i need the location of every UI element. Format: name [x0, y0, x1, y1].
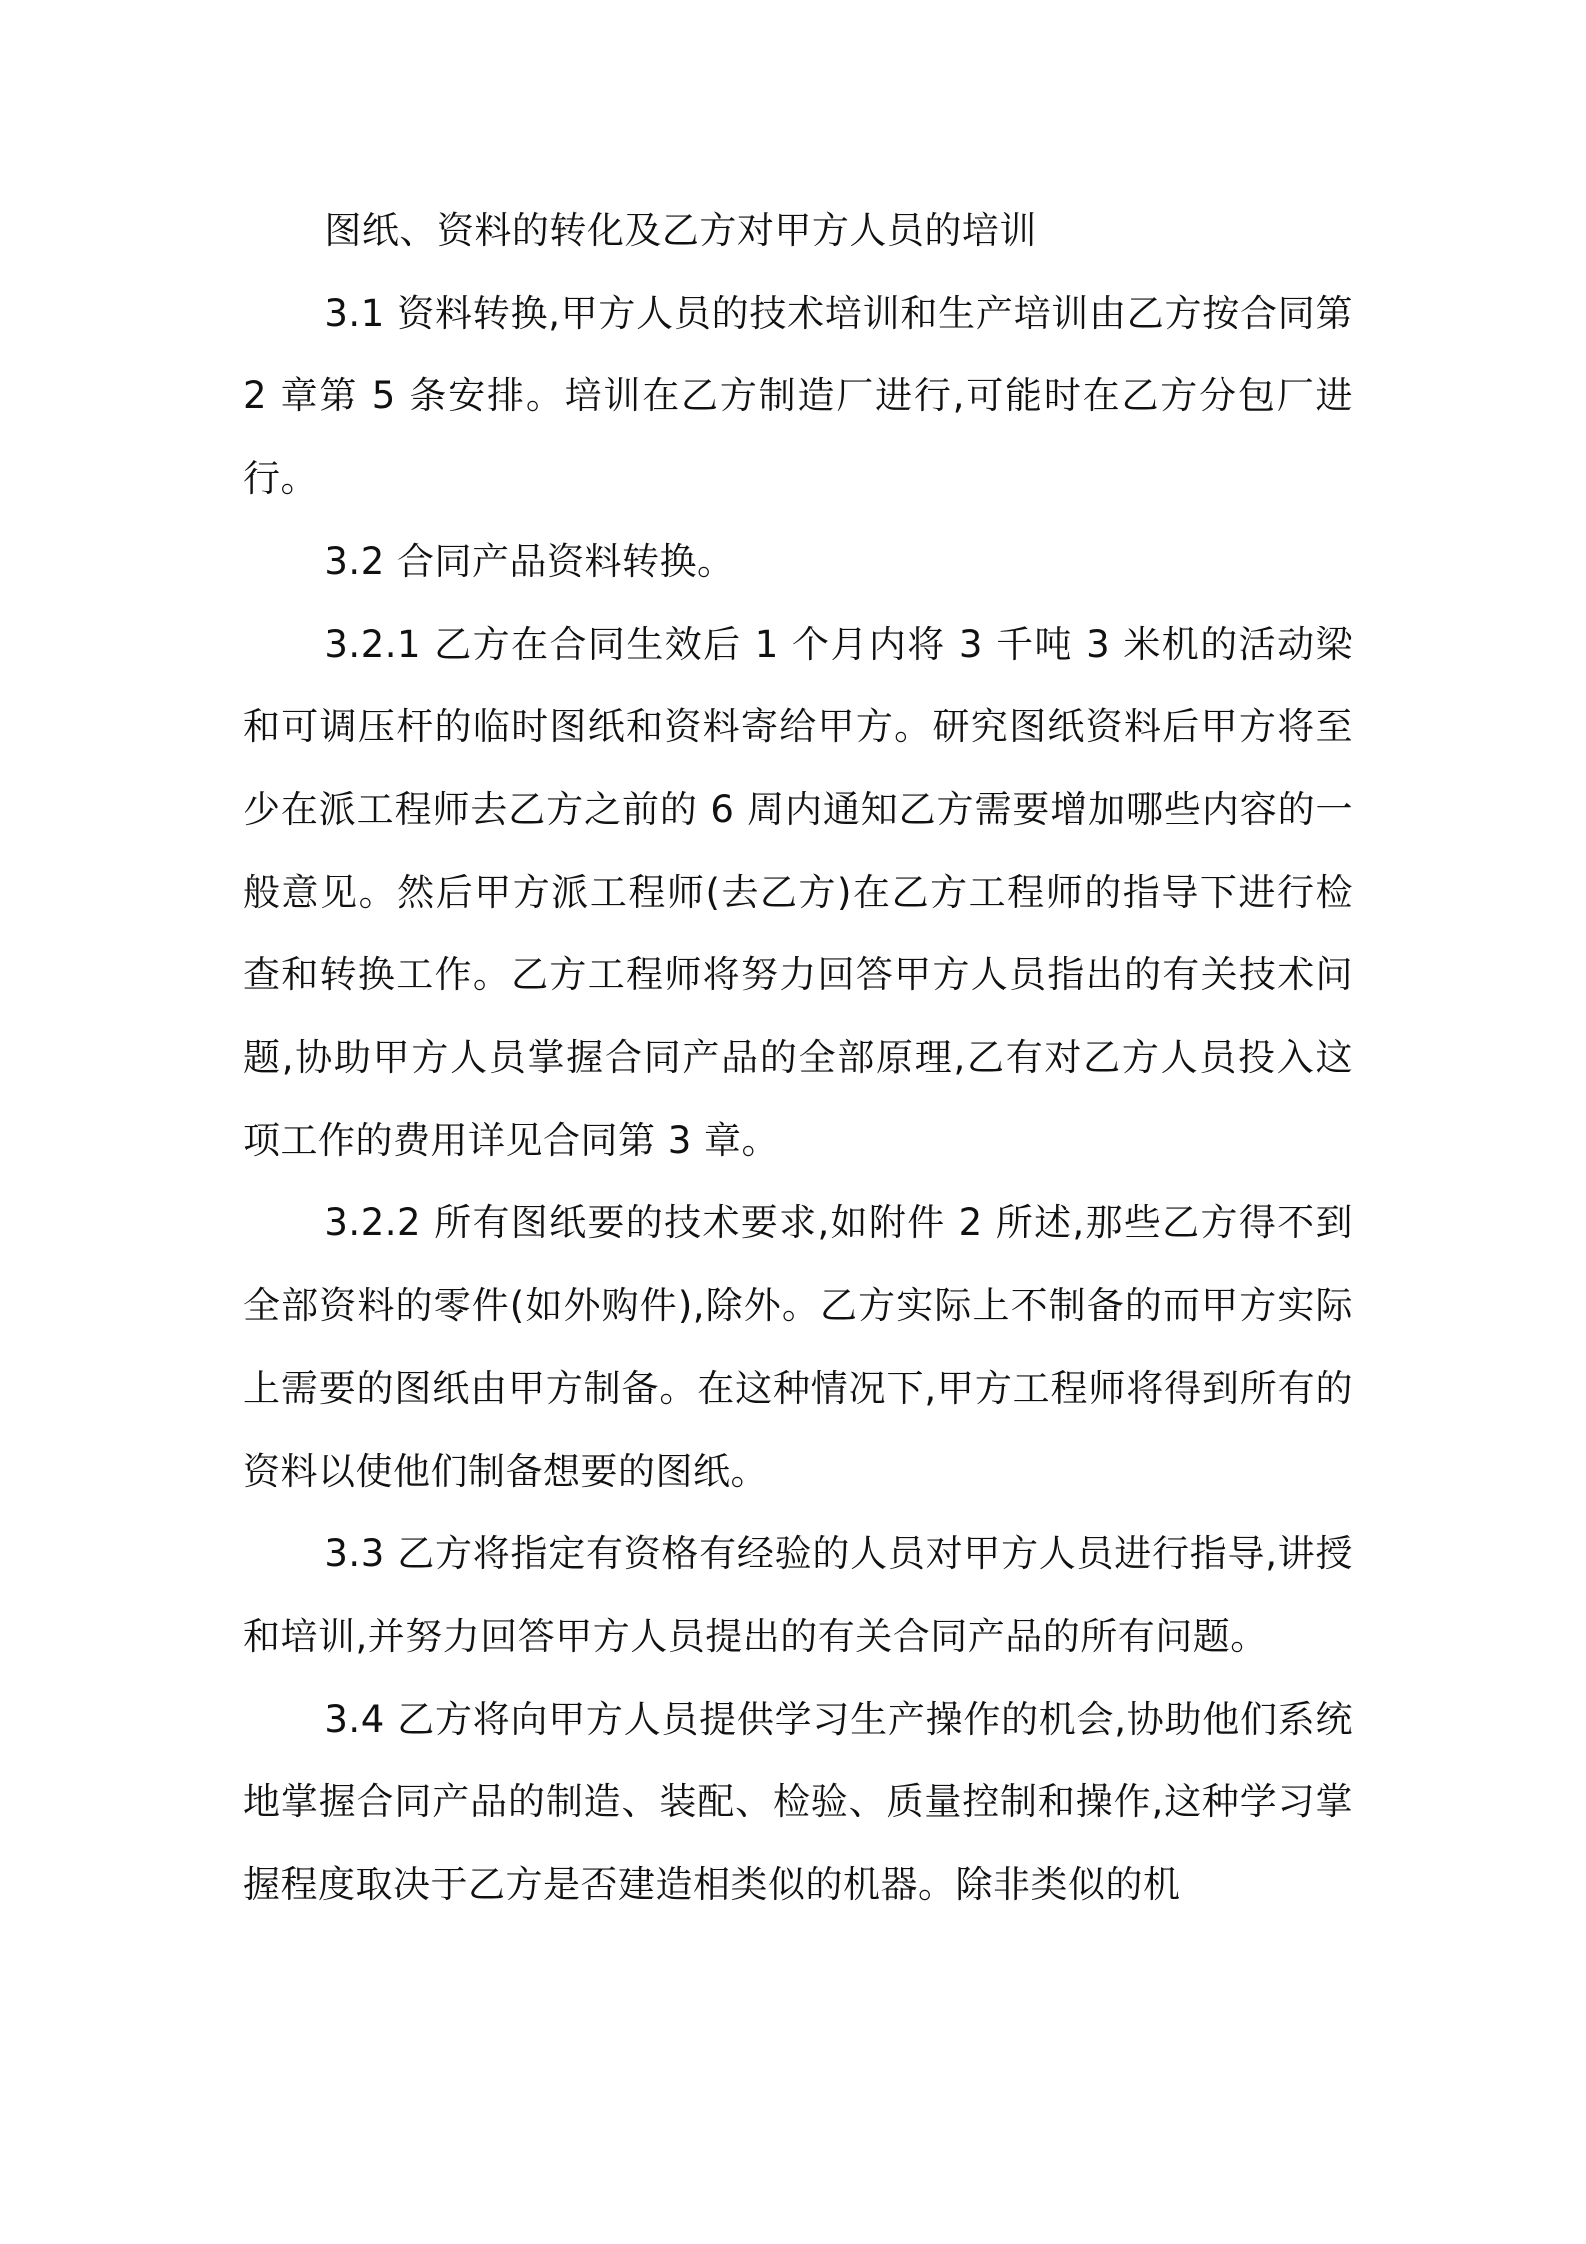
paragraph-3-4: 3.4 乙方将向甲方人员提供学习生产操作的机会,协助他们系统地掌握合同产品的制造、装配、检验、质量控制和操作,这种学习掌握程度取决于乙方是否建造相类似的机器。除非类似的机	[243, 1697, 1353, 1907]
section-heading: 图纸、资料的转化及乙方对甲方人员的培训	[324, 209, 1037, 252]
paragraph-3-1: 3.1 资料转换,甲方人员的技术培训和生产培训由乙方按合同第 2 章第 5 条安排。培训在乙方制造厂进行,可能时在乙方分包厂进行。	[243, 291, 1353, 501]
document-body	[243, 190, 1353, 1927]
paragraph-3-3: 3.3 乙方将指定有资格有经验的人员对甲方人员进行指导,讲授和培训,并努力回答甲方人员提出的有关合同产品的所有问题。	[243, 1532, 1353, 1658]
paragraph-3-2-1: 3.2.1 乙方在合同生效后 1 个月内将 3 千吨 3 米机的活动梁和可调压杆的临时图纸和资料寄给甲方。研究图纸资料后甲方将至少在派工程师去乙方之前的 6 周内通知乙方需要增加哪些内容的一般意见。然后甲方派工程师(去乙方)在乙方工程师的指导下进行检查和转换工作。乙方工程师将努力回答甲方人员指出的有关技术问题,协助甲方人员掌握合同产品的全部原理,乙有对乙方人员投入这项工作的费用详见合同第 3 章。	[243, 622, 1353, 1162]
paragraph-3-2: 3.2 合同产品资料转换。	[324, 539, 735, 583]
paragraph-3-2-2: 3.2.2 所有图纸要的技术要求,如附件 2 所述,那些乙方得不到全部资料的零件(如外购件),除外。乙方实际上不制备的而甲方实际上需要的图纸由甲方制备。在这种情况下,甲方工程师将得到所有的资料以使他们制备想要的图纸。	[243, 1201, 1353, 1493]
